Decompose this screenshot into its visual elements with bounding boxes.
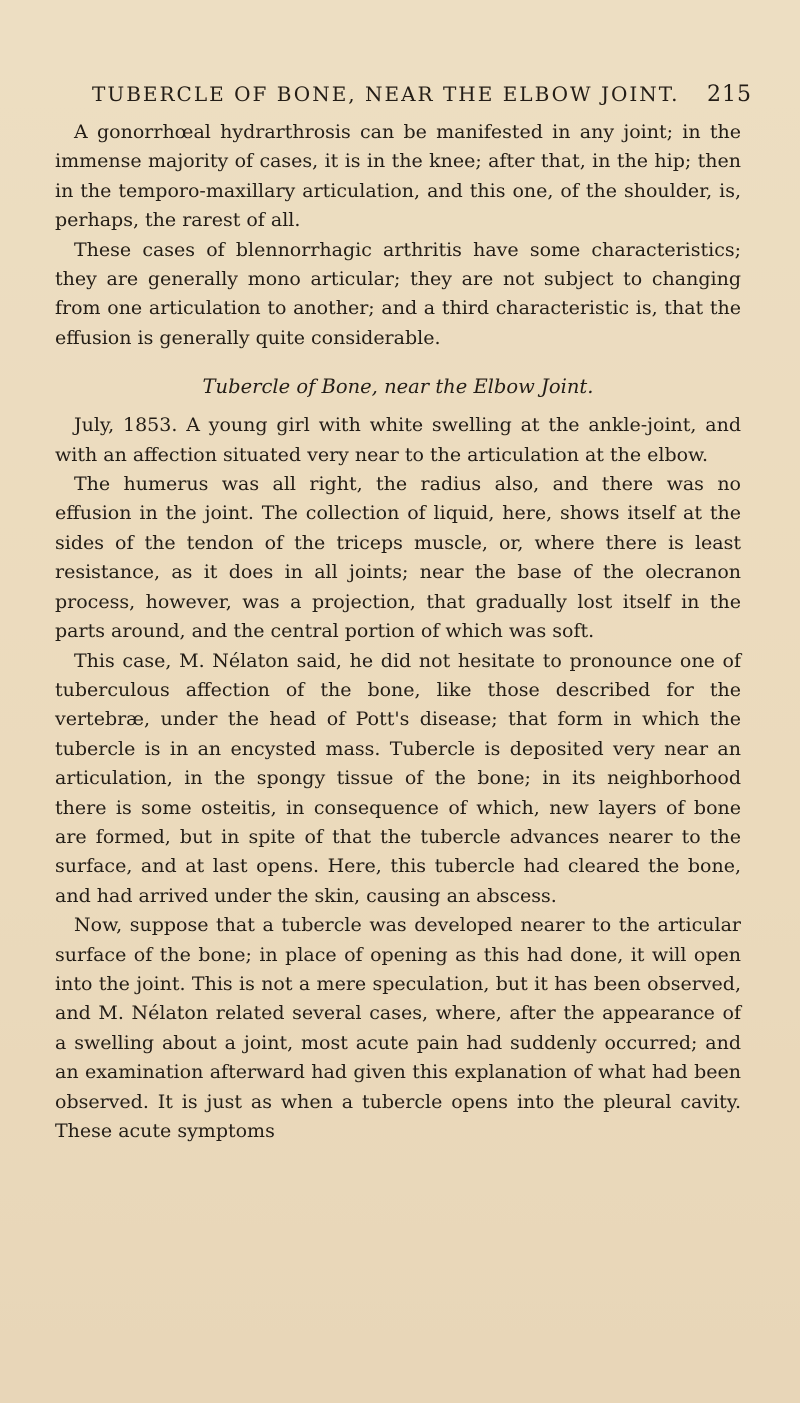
paragraph: Now, suppose that a tubercle was developed nearer to the articular surface of the bone; in place of opening as this had done, it will open into the joint. This is not a mere speculation, but it has been observed, and M. Nélaton related several cases, where, after the appearance of a swelling about a joint, most acute pain had suddenly occurred; and an examination afterward had given this explanation of what had been observed. It is just as when a tubercle opens into the pleural cavity. These acute symptoms: [55, 914, 741, 1142]
page-number: 215: [707, 82, 752, 107]
body-text: [55, 118, 741, 1146]
page-header: [92, 82, 752, 116]
paragraph: July, 1853. A young girl with white swelling at the ankle-joint, and with an affection situated very near to the articulation at the elbow.: [55, 414, 741, 466]
paragraph: The humerus was all right, the radius also, and there was no effusion in the joint. The collection of liquid, here, shows itself at the sides of the tendon of the triceps muscle, or, where there is least resistance, as it does in all joints; near the base of the olecranon process, however, was a projection, that gradually lost itself in the parts around, and the central portion of which was soft.: [55, 473, 741, 643]
paragraph: A gonorrhœal hydrarthrosis can be manifested in any joint; in the immense majority of cases, it is in the knee; after that, in the hip; then in the temporo-maxillary articulation, and this one, of the shoulder, is, perhaps, the rarest of all.: [55, 121, 741, 232]
paragraph: These cases of blennorrhagic arthritis have some characteristics; they are generally mono articular; they are not subject to changing from one articulation to another; and a third characteristic is, that the effusion is generally quite considerable.: [55, 238, 741, 349]
paragraph: This case, M. Nélaton said, he did not hesitate to pronounce one of tuberculous affection of the bone, like those described for the vertebræ, under the head of Pott's disease; that form in which the tubercle is in an encysted mass. Tubercle is deposited very near an articulation, in the spongy tissue of the bone; in its neighborhood there is some osteitis, in consequence of which, new layers of bone are formed, but in spite of that the tubercle advances nearer to the surface, and at last opens. Here, this tubercle had cleared the bone, and had arrived under the skin, causing an abscess.: [55, 649, 741, 907]
section-title: Tubercle of Bone, near the Elbow Joint.: [202, 375, 594, 399]
running-head: TUBERCLE OF BONE, NEAR THE ELBOW JOINT.: [92, 82, 680, 106]
